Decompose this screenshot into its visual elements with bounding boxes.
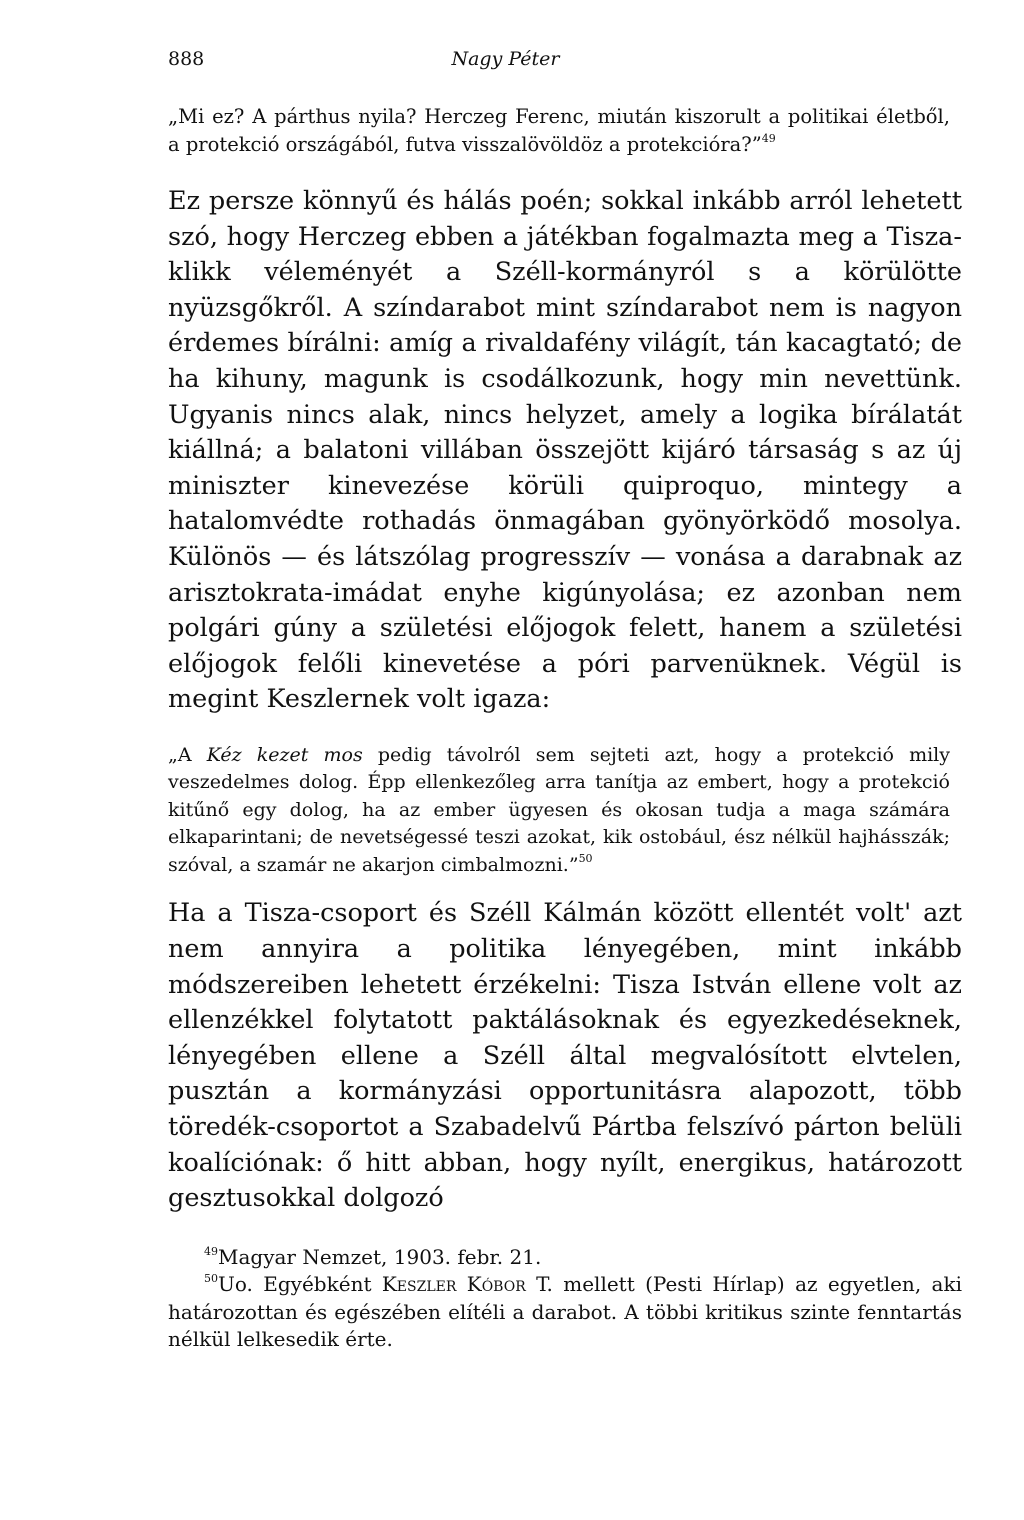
running-header xyxy=(168,48,843,74)
author-name: Keszler Kóbor xyxy=(381,1272,526,1297)
footnote-text: T. mellett (Pesti Hírlap) az egyetlen, aki határozottan és egészében elítéli a darabot. A többi kritikus szinte fenntartás nélkül lelkesedik érte. xyxy=(168,1272,962,1352)
footnote xyxy=(168,1271,962,1354)
footnote xyxy=(168,1244,962,1272)
body-paragraph: Ez persze könnyű és hálás poén; sokkal inkább arról lehetett szó, hogy Herczeg ebben a játékban fogalmazta meg a Tisza-klikk véleményét a Széll-kormányról s a körülötte nyüzsgőkről. A színdarabot mint színdarabot nem is nagyon érdemes bírálni: amíg a rivaldafény világít, tán kacagtató; de ha kihuny, magunk is csodálkozunk, hogy min nevettünk. Ugyanis nincs alak, nincs helyzet, amely a logika bírálatát kiállná; a balatoni villában összejött kijáró társaság s az új miniszter kinevezése körüli quiproquo, mintegy a hatalomvédte rothadás önmagában gyönyörködő mosolya. Különös — és látszólag progresszív — vonása a darabnak az arisztokrata-imádat enyhe kigúnyolása; ez azonban nem polgári gúny a születési előjogok felett, hanem a születési előjogok felőli kinevetése a póri parvenüknek. Végül is megint Keszlernek volt igaza: xyxy=(168,186,962,715)
footnote-text: Magyar Nemzet, 1903. febr. 21. xyxy=(218,1244,542,1269)
footnote-ref: 49 xyxy=(761,132,776,145)
body-paragraph: Ha a Tisza-csoport és Széll Kálmán között ellentét volt' azt nem annyira a politika lényegében, mint inkább módszereiben lehetett érzékelni: Tisza István ellene volt az ellenzékkel folytatott paktálásoknak és egyezkedéseknek, lényegében ellene a Széll által megvalósított elvtelen, pusztán a kormányzási opportunitásra alapozott, több töredék-csoportot a Szabadelvű Pártba felszívó párton belüli koalíciónak: ő hitt abban, hogy nyílt, energikus, határozott gesztusokkal dolgozó xyxy=(168,898,962,1214)
footnote-number: 50 xyxy=(204,1272,218,1286)
footnote-text: Uo. Egyébként xyxy=(218,1272,382,1297)
quote-text: pedig távolról sem sejteti azt, hogy a protekció mily veszedelmes dolog. Épp ellenkezőleg arra tanítja az embert, hogy a protekció kitűnő egy dolog, ha az ember ügyesen és okosan tudja a maga számára elkaparintani; de nevetségessé teszi azokat, kik ostobául, ész nélkül hajhásszák; szóval, a szamár ne akarjon cimbalmozni.” xyxy=(168,743,950,876)
footnotes xyxy=(168,1244,962,1354)
running-title: Nagy Péter xyxy=(451,48,560,70)
block-quote xyxy=(168,742,962,880)
play-title: Kéz kezet mos xyxy=(206,743,363,766)
page-number: 888 xyxy=(168,48,205,70)
block-quote xyxy=(168,103,962,159)
footnote-ref: 50 xyxy=(578,851,593,865)
footnote-number: 49 xyxy=(204,1244,218,1258)
quote-open: „A xyxy=(168,743,207,766)
quote-text: „Mi ez? A párthus nyila? Herczeg Ferenc, miután kiszorult a politikai életből, a protekció országából, futva visszalövöldöz a protekcióra?” xyxy=(168,105,950,156)
main-text xyxy=(168,103,962,1354)
